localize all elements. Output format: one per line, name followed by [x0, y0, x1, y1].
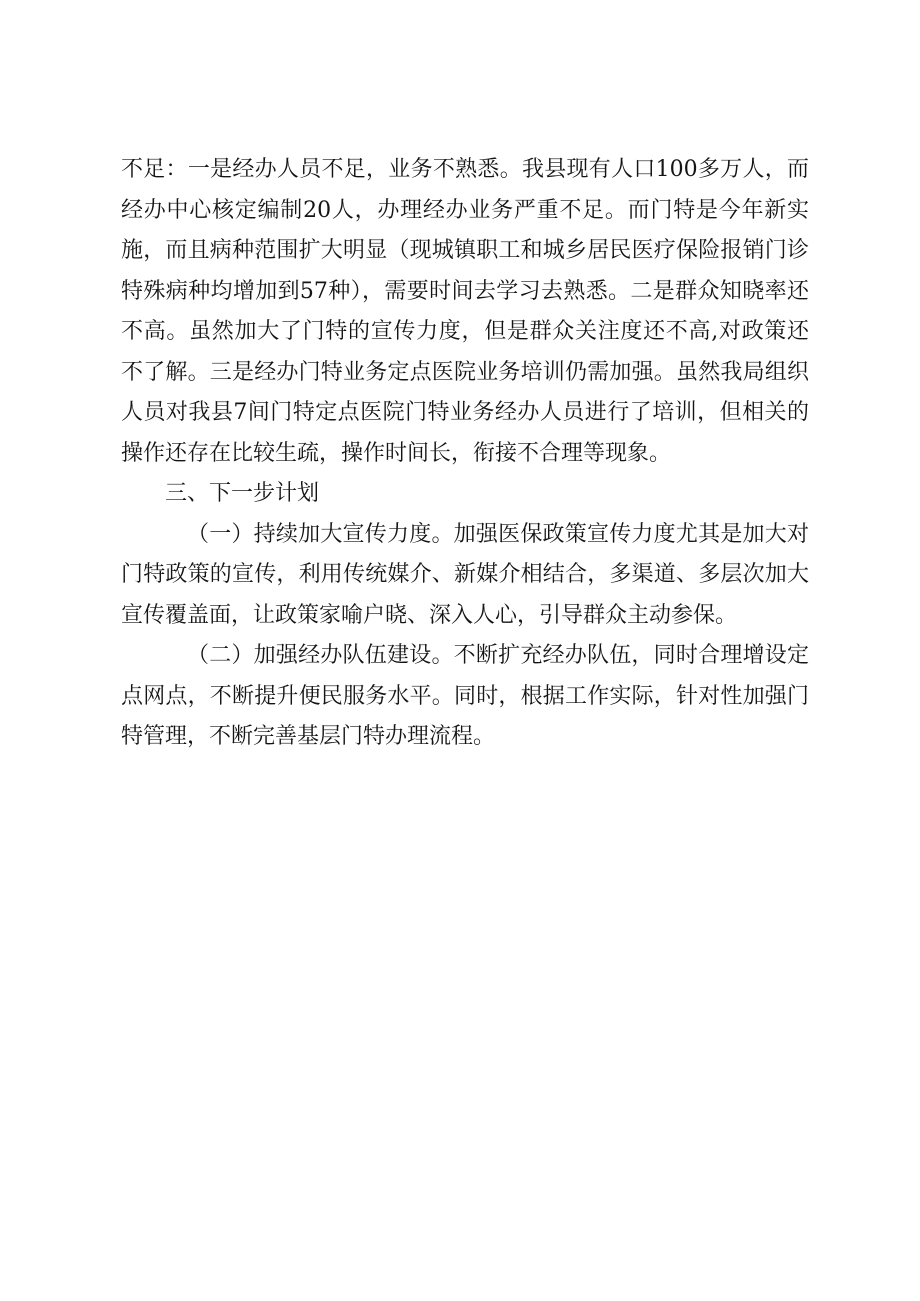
paragraph-publicity: （一）持续加大宣传力度。加强医保政策宣传力度尤其是加大对门特政策的宣传，利用传统媒介、新媒介相结合，多渠道、多层次加大宣传覆盖面，让政策家喻户晓、深入人心，引导群众主动参保。 — [121, 521, 809, 628]
section-heading-next-steps: 三、下一步计划 — [165, 481, 320, 506]
document-body — [121, 150, 809, 758]
paragraph-team-building: （二）加强经办队伍建设。不断扩充经办队伍，同时合理增设定点网点，不断提升便民服务水平。同时，根据工作实际，针对性加强门特管理，不断完善基层门特办理流程。 — [121, 643, 809, 749]
paragraph-shortcomings: 不足：一是经办人员不足，业务不熟悉。我县现有人口100多万人，而经办中心核定编制20人，办理经办业务严重不足。而门特是今年新实施，而且病种范围扩大明显（现城镇职工和城乡居民医疗保险报销门诊特殊病种均增加到57种），需要时间去学习去熟悉。二是群众知晓率还不高。虽然加大了门特的宣传力度，但是群众关注度还不高,对政策还不了解。三是经办门特业务定点医院业务培训仍需加强。虽然我局组织人员对我县7间门特定点医院门特业务经办人员进行了培训，但相关的操作还存在比较生疏，操作时间长，衔接不合理等现象。 — [121, 157, 809, 466]
